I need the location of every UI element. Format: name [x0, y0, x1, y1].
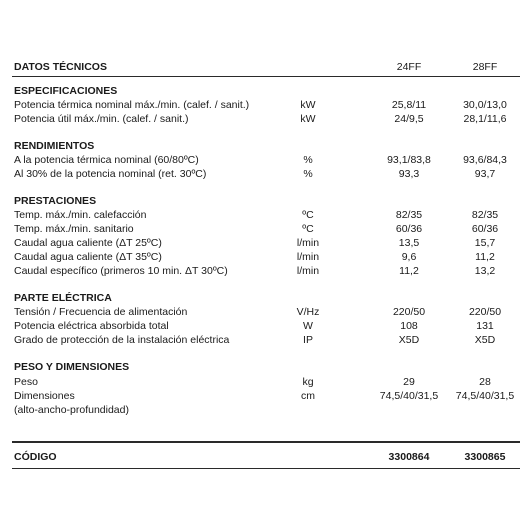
- row-value-24ff: 24/9,5: [394, 113, 424, 125]
- row-value-24ff: 220/50: [392, 306, 426, 318]
- table-row: [12, 319, 520, 333]
- row-value-24ff: 93,1/83,8: [387, 154, 431, 166]
- row-label: Potencia térmica nominal máx./min. (calef. / sanit.): [14, 99, 250, 111]
- row-value-28ff: 93,7: [474, 168, 496, 180]
- row-label: A la potencia térmica nominal (60/80ºC): [14, 154, 199, 166]
- section-prestaciones: PRESTACIONES: [14, 195, 97, 207]
- row-label: Tensión / Frecuencia de alimentación: [14, 306, 188, 318]
- table-row: [12, 153, 520, 167]
- row-label: (alto-ancho-profundidad): [14, 404, 129, 416]
- code-row: [12, 450, 520, 464]
- row-value-28ff: 220/50: [468, 306, 502, 318]
- row-unit: kW: [300, 99, 316, 111]
- row-value-28ff: 11,2: [475, 251, 495, 263]
- row-unit: %: [303, 154, 313, 166]
- column-header-28ff: 28FF: [472, 61, 498, 73]
- row-label: Temp. máx./min. sanitario: [14, 223, 134, 235]
- table-row: [12, 236, 520, 250]
- section-title: [12, 84, 520, 98]
- row-value-28ff: 13,2: [474, 265, 496, 277]
- row-unit: l/min: [296, 265, 320, 277]
- row-label: Al 30% de la potencia nominal (ret. 30ºC): [14, 168, 207, 180]
- table-row: [12, 389, 520, 403]
- row-label: Peso: [14, 376, 38, 388]
- row-value-24ff: 74,5/40/31,5: [379, 390, 439, 402]
- row-value-24ff: 25,8/11: [391, 99, 427, 111]
- header-divider: [12, 76, 520, 77]
- row-value-28ff: 93,6/84,3: [463, 154, 507, 166]
- section-especificaciones: ESPECIFICACIONES: [14, 85, 118, 97]
- table-row: [12, 264, 520, 278]
- row-unit: V/Hz: [296, 306, 320, 318]
- section-rendimientos: RENDIMIENTOS: [14, 140, 95, 152]
- row-value-24ff: X5D: [398, 334, 420, 346]
- row-label: Dimensiones: [14, 390, 75, 402]
- section-title: [12, 139, 520, 153]
- bottom-divider: [12, 468, 520, 469]
- table-row: [12, 222, 520, 236]
- section-title: [12, 291, 520, 305]
- row-value-28ff: 74,5/40/31,5: [455, 390, 515, 402]
- row-value-24ff: 13,5: [398, 237, 420, 249]
- row-unit: cm: [301, 390, 315, 402]
- row-value-24ff: 60/36: [395, 223, 423, 235]
- table-header: [12, 60, 520, 74]
- footer-divider: [12, 441, 520, 443]
- row-value-28ff: 15,7: [474, 237, 496, 249]
- row-label: Potencia útil máx./min. (calef. / sanit.): [14, 113, 189, 125]
- table-row: [12, 250, 520, 264]
- row-unit: kg: [302, 376, 314, 388]
- row-label: Temp. máx./min. calefacción: [14, 209, 147, 221]
- row-value-28ff: X5D: [474, 334, 496, 346]
- section-parte-electrica: PARTE ELÉCTRICA: [14, 292, 112, 304]
- code-value-24ff: 3300864: [388, 451, 430, 463]
- row-value-28ff: 28,1/11,6: [463, 113, 507, 125]
- row-label: Grado de protección de la instalación eléctrica: [14, 334, 230, 346]
- row-unit: kW: [300, 113, 316, 125]
- row-value-28ff: 60/36: [471, 223, 499, 235]
- table-row: [12, 167, 520, 181]
- row-value-24ff: 108: [400, 320, 418, 332]
- row-unit: IP: [303, 334, 313, 346]
- column-header-24ff: 24FF: [396, 61, 422, 73]
- row-value-24ff: 82/35: [395, 209, 423, 221]
- table-row: [12, 403, 520, 417]
- table-row: [12, 208, 520, 222]
- row-label: Potencia eléctrica absorbida total: [14, 320, 169, 332]
- row-label: Caudal agua caliente (ΔT 35ºC): [14, 251, 162, 263]
- row-label: Caudal agua caliente (ΔT 25ºC): [14, 237, 162, 249]
- section-title: [12, 360, 520, 374]
- row-value-24ff: 29: [403, 376, 415, 388]
- row-unit: ºC: [302, 223, 314, 235]
- table-row: [12, 98, 520, 112]
- row-unit: l/min: [296, 237, 320, 249]
- row-label: Caudal específico (primeros 10 min. ΔT 30ºC): [14, 265, 228, 277]
- row-value-24ff: 11,2: [399, 265, 419, 277]
- section-peso-dimensiones: PESO Y DIMENSIONES: [14, 361, 130, 373]
- row-value-24ff: 93,3: [398, 168, 420, 180]
- section-title: [12, 194, 520, 208]
- table-row: [12, 375, 520, 389]
- row-unit: %: [303, 168, 313, 180]
- row-value-28ff: 30,0/13,0: [463, 99, 507, 111]
- row-value-28ff: 131: [476, 320, 494, 332]
- table-row: [12, 333, 520, 347]
- row-unit: l/min: [296, 251, 320, 263]
- table-row: [12, 112, 520, 126]
- code-value-28ff: 3300865: [464, 451, 506, 463]
- table-title: DATOS TÉCNICOS: [14, 61, 107, 73]
- table-row: [12, 305, 520, 319]
- row-unit: W: [303, 320, 313, 332]
- row-value-24ff: 9,6: [401, 251, 417, 263]
- row-unit: ºC: [302, 209, 314, 221]
- row-value-28ff: 28: [479, 376, 491, 388]
- row-value-28ff: 82/35: [471, 209, 499, 221]
- code-label: CÓDIGO: [14, 451, 57, 463]
